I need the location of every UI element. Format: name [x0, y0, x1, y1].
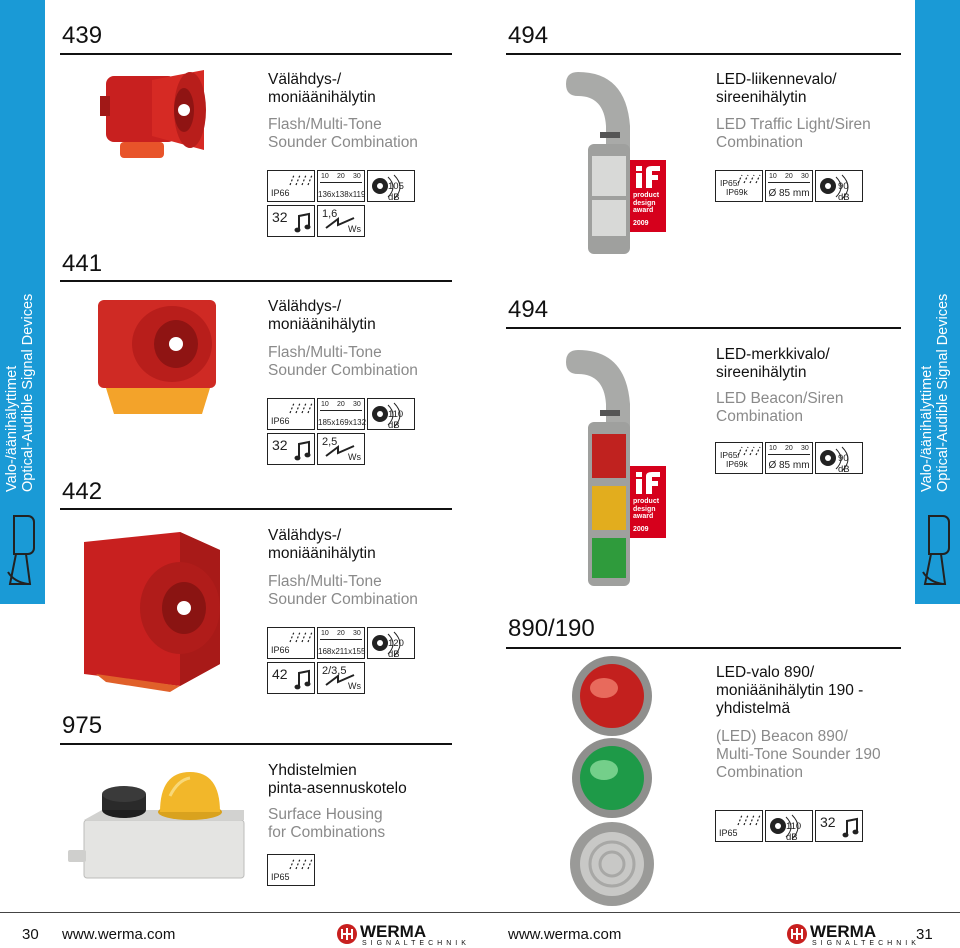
title-fi-line: sireenihälytin: [716, 364, 807, 381]
scale-tick: 30: [801, 173, 809, 180]
flash-energy-unit: Ws: [348, 681, 361, 691]
product-image-sounder-439: [92, 66, 212, 166]
ip-rating-icon: [715, 442, 763, 474]
ip-rating-label: IP69k: [726, 187, 748, 197]
side-tab-line1: Valo-/äänihälyttimet: [919, 365, 935, 492]
music-note-icon: [294, 212, 312, 234]
product-image-signal-tower-494b: [560, 344, 640, 588]
product-image-beacon-890-190: [562, 656, 662, 910]
ip-rating-label: IP66: [271, 416, 290, 426]
flash-energy-unit: Ws: [348, 452, 361, 462]
product-title-fi-439: [268, 71, 376, 107]
side-tab-right: [915, 0, 960, 604]
title-en-line: Combination: [716, 764, 804, 781]
footer-rule: [0, 912, 960, 913]
side-tab-left-label: [4, 294, 36, 492]
title-fi-line: moniäänihälytin: [268, 545, 376, 562]
tone-count-icon: [815, 810, 863, 842]
sound-level-label: 120 dB: [388, 638, 404, 660]
footer-url-right[interactable]: www.werma.com: [508, 926, 622, 943]
title-en-line: Sounder Combination: [268, 591, 418, 608]
title-en-line: Combination: [716, 134, 804, 151]
title-en-line: Flash/Multi-Tone: [268, 344, 382, 361]
tone-count-icon: [267, 205, 315, 237]
title-en-line: Sounder Combination: [268, 134, 418, 151]
werma-logo-right: [786, 922, 926, 948]
design-award-badge: [630, 160, 666, 232]
ip-rating-label: IP65/: [720, 178, 740, 188]
product-number-441: 441: [62, 250, 103, 277]
side-tab-line2: Optical-Audible Signal Devices: [935, 293, 951, 492]
scale-tick: 20: [337, 401, 345, 408]
product-title-fi-890-190: [716, 664, 863, 718]
product-image-traffic-light-494a: [560, 66, 640, 256]
sound-level-label: 90 dB: [838, 181, 850, 203]
ip-rating-label: IP65: [719, 828, 738, 838]
title-fi-line: yhdistelmä: [716, 700, 791, 717]
sound-level-icon: [367, 170, 415, 202]
product-title-en-975: [268, 806, 385, 842]
product-title-en-494a: [716, 116, 871, 152]
product-image-sounder-442: [70, 528, 240, 694]
werma-logo-text: WERMA: [360, 922, 427, 941]
scale-tick: 20: [785, 173, 793, 180]
title-fi-line: pinta-asennuskotelo: [268, 780, 407, 797]
title-fi-line: Välähdys-/: [268, 298, 342, 315]
scale-tick: 10: [769, 445, 777, 452]
award-year: 2009: [633, 526, 649, 533]
title-fi-line: sireenihälytin: [716, 89, 807, 106]
product-title-fi-442: [268, 527, 376, 563]
flash-energy-value: 2,5: [322, 436, 338, 448]
sound-level-icon: [367, 398, 415, 430]
title-en-line: Surface Housing: [268, 806, 383, 823]
title-fi-line: LED-merkkivalo/: [716, 346, 830, 363]
scale-tick: 30: [353, 173, 361, 180]
title-en-line: LED Beacon/Siren: [716, 390, 844, 407]
werma-logo-icon: [786, 923, 808, 945]
section-rule: [60, 508, 452, 510]
dimensions-label: 168x211x155: [318, 647, 366, 656]
flash-energy-unit: Ws: [348, 224, 361, 234]
product-number-442: 442: [62, 478, 103, 505]
ip-rating-label: IP65: [271, 872, 290, 882]
diameter-icon: [765, 170, 813, 202]
ip-rating-label: IP69k: [726, 459, 748, 469]
title-fi-line: LED-liikennevalo/: [716, 71, 837, 88]
page-number-right: 31: [916, 926, 933, 943]
side-tab-left: [0, 0, 45, 604]
ip-rating-icon: [267, 627, 315, 659]
dimensions-icon: [317, 398, 365, 430]
product-title-en-439: [268, 116, 418, 152]
product-title-en-441: [268, 344, 418, 380]
title-fi-line: moniäänihälytin: [268, 316, 376, 333]
section-rule: [506, 327, 901, 329]
flash-energy-icon: [317, 433, 365, 465]
title-en-line: for Combinations: [268, 824, 386, 841]
title-en-line: LED Traffic Light/Siren: [716, 116, 871, 133]
tone-count-label: 32: [820, 814, 836, 830]
title-en-line: Sounder Combination: [268, 362, 418, 379]
title-fi-line: Yhdistelmien: [268, 762, 357, 779]
dimensions-icon: [317, 170, 365, 202]
scale-tick: 30: [353, 401, 361, 408]
side-tab-right-label: [919, 294, 951, 492]
footer-url-left[interactable]: www.werma.com: [62, 926, 176, 943]
product-title-fi-494b: [716, 346, 830, 382]
sound-level-label: 110 dB: [786, 821, 802, 843]
product-title-fi-441: [268, 298, 376, 334]
product-image-housing-975: [66, 766, 246, 882]
product-title-en-494b: [716, 390, 844, 426]
product-title-en-442: [268, 573, 418, 609]
sound-level-label: 90 dB: [838, 453, 850, 475]
page-number-left: 30: [22, 926, 39, 943]
ip-rating-icon: [715, 810, 763, 842]
signal-device-icon: [921, 512, 955, 590]
title-fi-line: moniäänihälytin: [268, 89, 376, 106]
sound-level-icon: [815, 442, 863, 474]
section-rule: [60, 743, 452, 745]
werma-logo-icon: [336, 923, 358, 945]
ip-rating-label: IP66: [271, 188, 290, 198]
scale-tick: 20: [337, 630, 345, 637]
title-fi-line: moniäänihälytin 190 -: [716, 682, 864, 699]
flash-energy-icon: [317, 205, 365, 237]
section-rule: [506, 53, 901, 55]
side-tab-line1: Valo-/äänihälyttimet: [4, 365, 20, 492]
dimensions-label: 185x169x132: [318, 418, 367, 427]
werma-logo-left: [336, 922, 476, 948]
title-en-line: (LED) Beacon 890/: [716, 728, 848, 745]
tone-count-icon: [267, 433, 315, 465]
scale-tick: 10: [769, 173, 777, 180]
werma-logo-subtext: SIGNALTECHNIK: [362, 940, 470, 947]
scale-tick: 20: [785, 445, 793, 452]
tone-count-label: 32: [272, 209, 288, 225]
scale-tick: 10: [321, 401, 329, 408]
scale-tick: 20: [337, 173, 345, 180]
diameter-label: Ø 85 mm: [768, 460, 810, 471]
product-number-439: 439: [62, 22, 103, 49]
werma-logo-text: WERMA: [810, 922, 877, 941]
dimensions-label: 136x138x119: [318, 190, 366, 199]
award-text-line: product: [633, 498, 660, 505]
sound-level-label: 110 dB: [388, 409, 404, 431]
title-fi-line: LED-valo 890/: [716, 664, 815, 681]
award-text-line: award: [633, 513, 654, 520]
section-rule: [60, 53, 452, 55]
title-fi-line: Välähdys-/: [268, 527, 342, 544]
product-title-en-890-190: [716, 728, 881, 782]
sound-level-label: 105 dB: [388, 181, 404, 203]
award-text-line: design: [633, 505, 656, 513]
section-rule: [506, 647, 901, 649]
signal-device-icon: [6, 512, 40, 590]
award-if-icon: [634, 164, 662, 190]
scale-tick: 30: [353, 630, 361, 637]
flash-energy-icon: [317, 662, 365, 694]
title-en-line: Multi-Tone Sounder 190: [716, 746, 881, 763]
award-if-icon: [634, 470, 662, 496]
scale-tick: 10: [321, 630, 329, 637]
ip-rating-icon: [267, 854, 315, 886]
ip-rating-icon: [267, 170, 315, 202]
tone-count-label: 42: [272, 666, 288, 682]
award-text-line: award: [633, 207, 654, 214]
sound-level-icon: [765, 810, 813, 842]
section-rule: [60, 280, 452, 282]
flash-energy-value: 1,6: [322, 208, 338, 220]
award-text-line: design: [633, 199, 656, 207]
diameter-icon: [765, 442, 813, 474]
ip-rating-icon: [715, 170, 763, 202]
award-text-line: product: [633, 192, 660, 199]
ip-rating-icon: [267, 398, 315, 430]
design-award-badge: [630, 466, 666, 538]
ip-rating-label: IP65/: [720, 450, 740, 460]
side-tab-line2: Optical-Audible Signal Devices: [20, 293, 36, 492]
tone-count-label: 32: [272, 437, 288, 453]
music-note-icon: [842, 817, 860, 839]
product-title-fi-975: [268, 762, 407, 798]
product-number-890-190: 890/190: [508, 615, 595, 642]
product-title-fi-494a: [716, 71, 837, 107]
award-year: 2009: [633, 220, 649, 227]
music-note-icon: [294, 440, 312, 462]
title-en-line: Flash/Multi-Tone: [268, 573, 382, 590]
dimensions-icon: [317, 627, 365, 659]
product-number-494a: 494: [508, 22, 549, 49]
flash-energy-value: 2/3,5: [322, 665, 347, 677]
product-number-975: 975: [62, 712, 103, 739]
music-note-icon: [294, 669, 312, 691]
ip-rating-label: IP66: [271, 645, 290, 655]
title-en-line: Flash/Multi-Tone: [268, 116, 382, 133]
werma-logo-subtext: SIGNALTECHNIK: [812, 940, 920, 947]
sound-level-icon: [815, 170, 863, 202]
product-image-sounder-441: [92, 296, 222, 420]
diameter-label: Ø 85 mm: [768, 188, 810, 199]
product-number-494b: 494: [508, 296, 549, 323]
title-en-line: Combination: [716, 408, 804, 425]
tone-count-icon: [267, 662, 315, 694]
title-fi-line: Välähdys-/: [268, 71, 342, 88]
scale-tick: 30: [801, 445, 809, 452]
sound-level-icon: [367, 627, 415, 659]
scale-tick: 10: [321, 173, 329, 180]
